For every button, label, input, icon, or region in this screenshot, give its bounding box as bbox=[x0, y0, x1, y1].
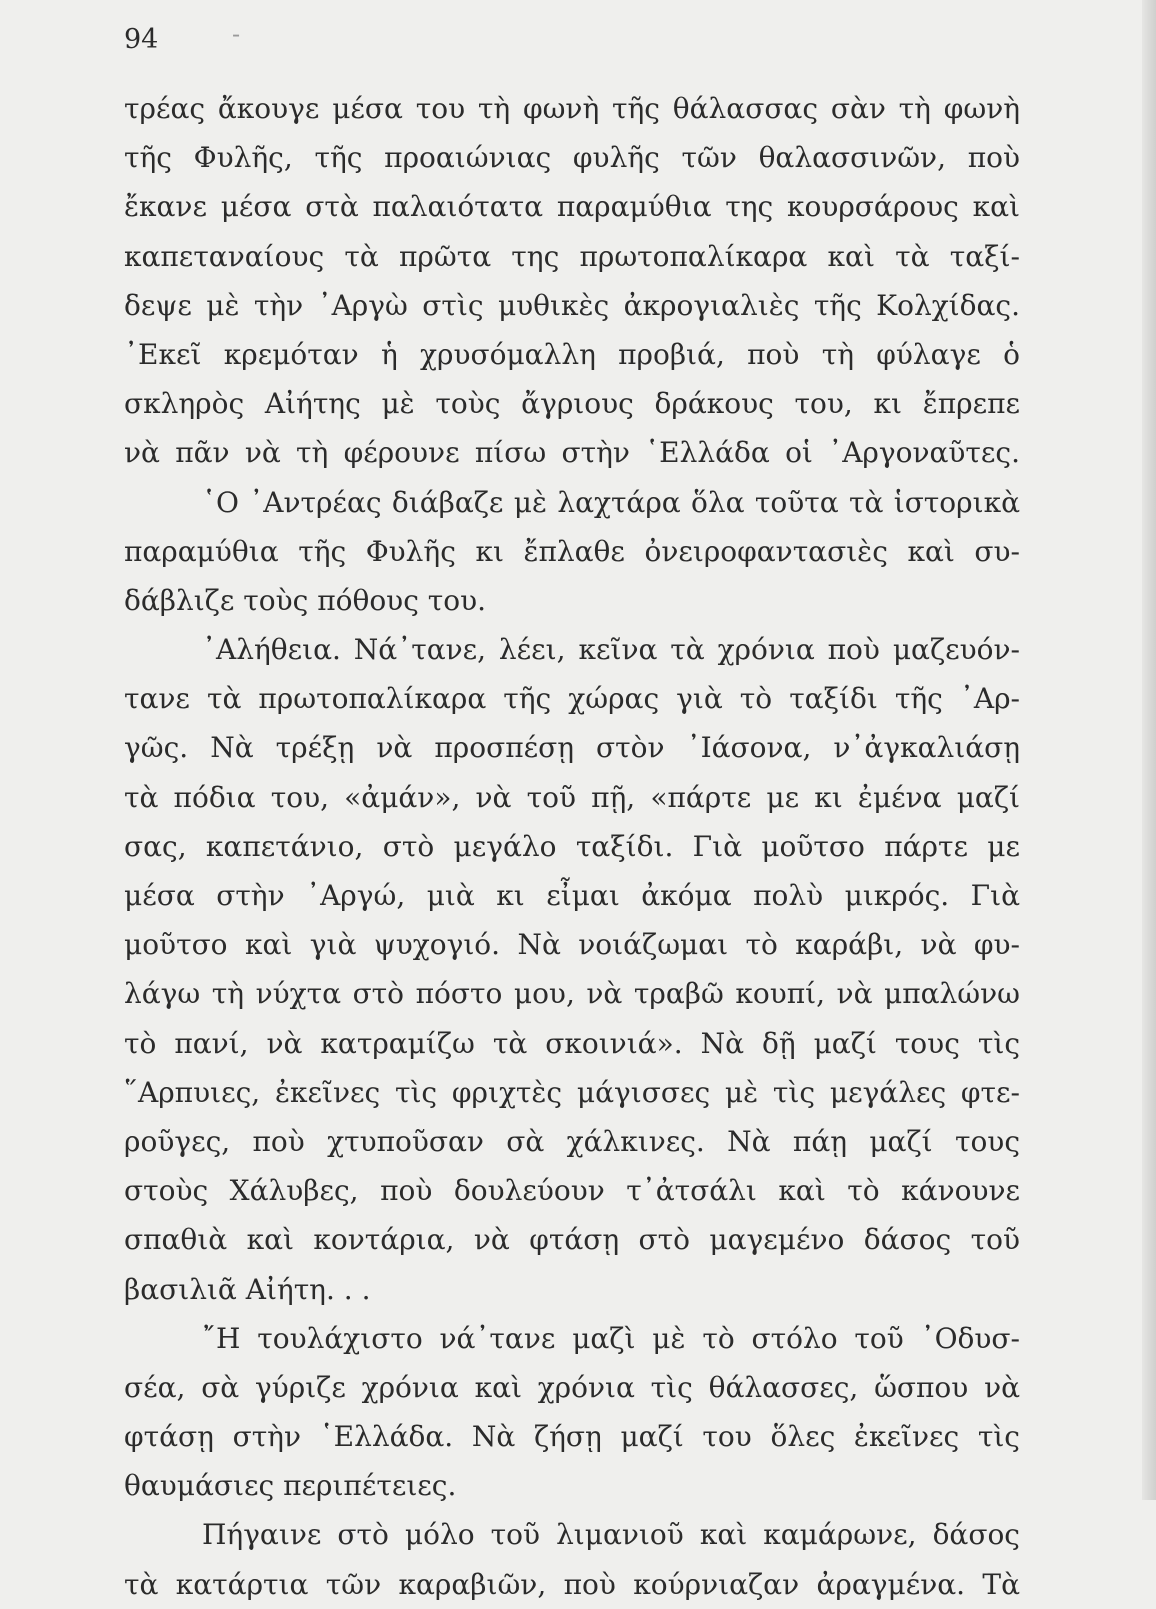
text-line: ᾿Αλήθεια. Νά᾿τανε, λέει, κεῖνα τὰ χρόνια ποὺ μαζευόν- bbox=[202, 633, 1020, 667]
text-line: ἔκανε μέσα στὰ παλαιότατα παραμύθια της κουρσάρους καὶ bbox=[124, 190, 1020, 224]
text-line: νὰ πᾶν νὰ τὴ φέρουνε πίσω στὴν ῾Ελλάδα οἱ ᾿Αργοναῦτες. bbox=[124, 436, 1020, 470]
text-line: ροῦγες, ποὺ χτυποῦσαν σὰ χάλκινες. Νὰ πάῃ μαζί τους bbox=[124, 1124, 1020, 1158]
text-line: σκληρὸς Αἰήτης μὲ τοὺς ἄγριους δράκους του, κι ἔπρεπε bbox=[124, 387, 1020, 421]
body-text bbox=[124, 84, 1020, 1609]
text-line: τὸ πανί, νὰ κατραμίζω τὰ σκοινιά». Νὰ δῇ μαζί τους τὶς bbox=[124, 1026, 1020, 1060]
text-line: ῎Η τουλάχιστο νά᾿τανε μαζὶ μὲ τὸ στόλο τοῦ ᾿Οδυσ- bbox=[202, 1321, 1020, 1355]
text-line: σέα, σὰ γύριζε χρόνια καὶ χρόνια τὶς θάλασσες, ὥσπου νὰ bbox=[124, 1370, 1020, 1404]
text-line: τανε τὰ πρωτοπαλίκαρα τῆς χώρας γιὰ τὸ ταξίδι τῆς ᾿Αρ- bbox=[124, 682, 1020, 716]
page-number-dash: - bbox=[232, 20, 241, 48]
text-line: ᾿Εκεῖ κρεμόταν ἡ χρυσόμαλλη προβιά, ποὺ τὴ φύλαγε ὁ bbox=[124, 337, 1020, 371]
text-line: λάγω τὴ νύχτα στὸ πόστο μου, νὰ τραβῶ κουπί, νὰ μπαλώνω bbox=[124, 977, 1020, 1011]
text-line: δάβλιζε τοὺς πόθους του. bbox=[124, 583, 487, 617]
text-line: παραμύθια τῆς Φυλῆς κι ἔπλαθε ὀνειροφαντασιὲς καὶ συ- bbox=[124, 534, 1020, 568]
text-line: δεψε μὲ τὴν ᾿Αργὼ στὶς μυθικὲς ἀκρογιαλιὲς τῆς Κολχίδας. bbox=[124, 288, 1020, 322]
text-line: σπαθιὰ καὶ κοντάρια, νὰ φτάσῃ στὸ μαγεμένο δάσος τοῦ bbox=[124, 1223, 1020, 1257]
text-line: Πήγαινε στὸ μόλο τοῦ λιμανιοῦ καὶ καμάρωνε, δάσος bbox=[202, 1518, 1020, 1552]
text-line: καπεταναίους τὰ πρῶτα της πρωτοπαλίκαρα καὶ τὰ ταξί- bbox=[124, 239, 1020, 273]
text-line: μοῦτσο καὶ γιὰ ψυχογιό. Νὰ νοιάζωμαι τὸ καράβι, νὰ φυ- bbox=[124, 928, 1020, 962]
text-line: τρέας ἄκουγε μέσα του τὴ φωνὴ τῆς θάλασσας σὰν τὴ φωνὴ bbox=[124, 92, 1020, 125]
text-line: θαυμάσιες περιπέτειες. bbox=[124, 1469, 457, 1503]
page-edge-shadow bbox=[1142, 0, 1156, 1500]
text-line: τὰ πόδια του, «ἀμάν», νὰ τοῦ πῇ, «πάρτε με κι ἐμένα μαζί bbox=[124, 780, 1020, 814]
text-line: τῆς Φυλῆς, τῆς προαιώνιας φυλῆς τῶν θαλασσινῶν, ποὺ bbox=[124, 141, 1020, 175]
text-line: γῶς. Νὰ τρέξῃ νὰ προσπέσῃ στὸν ᾿Ιάσονα, ν᾿ἀγκαλιάσῃ bbox=[124, 731, 1020, 765]
text-line: τὰ κατάρτια τῶν καραβιῶν, ποὺ κούρνιαζαν ἀραγμένα. Τὰ bbox=[124, 1567, 1020, 1601]
text-line: φτάσῃ στὴν ῾Ελλάδα. Νὰ ζήσῃ μαζί του ὅλες ἐκεῖνες τὶς bbox=[124, 1420, 1020, 1454]
text-line: στοὺς Χάλυβες, ποὺ δουλεύουν τ᾿ἀτσάλι καὶ τὸ κάνουνε bbox=[124, 1174, 1020, 1208]
text-line: σας, καπετάνιο, στὸ μεγάλο ταξίδι. Γιὰ μοῦτσο πάρτε με bbox=[124, 829, 1020, 863]
page-number: 94 bbox=[124, 24, 159, 55]
text-line: μέσα στὴν ᾿Αργώ, μιὰ κι εἶμαι ἀκόμα πολὺ μικρός. Γιὰ bbox=[124, 879, 1020, 912]
text-line: ῾Ο ᾿Αντρέας διάβαζε μὲ λαχτάρα ὅλα τοῦτα τὰ ἱστορικὰ bbox=[202, 485, 1020, 519]
text-line: ῞Αρπυιες, ἐκεῖνες τὶς φριχτὲς μάγισσες μὲ τὶς μεγάλες φτε- bbox=[124, 1075, 1020, 1109]
text-line: βασιλιᾶ Αἰήτη. . . bbox=[124, 1272, 371, 1306]
